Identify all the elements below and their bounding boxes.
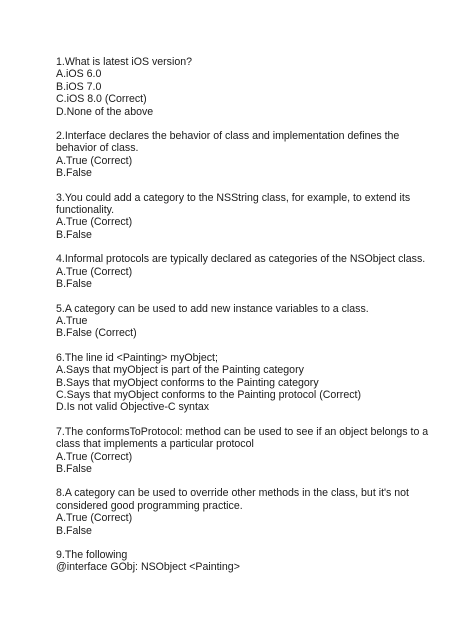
- answer-option: B.iOS 7.0: [56, 80, 102, 93]
- question-2: [56, 130, 436, 180]
- answer-option: D.None of the above: [56, 105, 154, 118]
- question-text: 8.A category can be used to override other methods in the class, but it's not considered good programming practice.: [56, 487, 409, 512]
- question-5: [56, 303, 436, 340]
- answer-option: B.False: [56, 524, 92, 537]
- answer-option: C.iOS 8.0 (Correct): [56, 93, 147, 106]
- question-text: 3.You could add a category to the NSString class, for example, to extend its functionality.: [56, 191, 411, 217]
- answer-option: A.True (Correct): [56, 154, 133, 167]
- answer-option: A.iOS 6.0: [56, 68, 102, 81]
- answer-option: B.False: [56, 278, 92, 291]
- answer-option: A.True (Correct): [56, 216, 133, 229]
- question-text: 2.Interface declares the behavior of class and implementation defines the behavior of class.: [56, 130, 400, 155]
- answer-option: C.Says that myObject conforms to the Painting protocol (Correct): [56, 388, 361, 401]
- question-text: 4.Informal protocols are typically declared as categories of the NSObject class.: [56, 253, 426, 266]
- question-text: 6.The line id <Painting> myObject;: [56, 351, 218, 364]
- question-text: 9.The following: [56, 549, 128, 561]
- answer-option: B.Says that myObject conforms to the Painting category: [56, 376, 319, 389]
- question-6: [56, 352, 436, 414]
- code-line: @interface GObj: NSObject <Painting>: [56, 561, 240, 574]
- answer-option: D.Is not valid Objective-C syntax: [56, 401, 210, 414]
- answer-option: A.True: [56, 314, 88, 327]
- answer-option: B.False: [56, 167, 92, 180]
- answer-option: B.False: [56, 228, 92, 241]
- question-8: [56, 487, 436, 537]
- answer-option: A.Says that myObject is part of the Painting category: [56, 364, 304, 377]
- answer-option: A.True (Correct): [56, 265, 133, 278]
- question-7: [56, 426, 436, 476]
- question-9: [56, 549, 436, 574]
- question-3: [56, 192, 436, 242]
- question-4: [56, 253, 436, 290]
- answer-option: B.False: [56, 462, 92, 475]
- answer-option: A.True (Correct): [56, 450, 133, 463]
- answer-option: A.True (Correct): [56, 512, 133, 525]
- question-text: 1.What is latest iOS version?: [56, 56, 193, 68]
- question-1: [56, 56, 436, 118]
- question-text: 7.The conformsToProtocol: method can be used to see if an object belongs to a class that implements a particular protocol: [56, 425, 429, 451]
- question-text: 5.A category can be used to add new instance variables to a class.: [56, 302, 369, 315]
- question-list: [56, 56, 436, 586]
- answer-option: B.False (Correct): [56, 327, 137, 340]
